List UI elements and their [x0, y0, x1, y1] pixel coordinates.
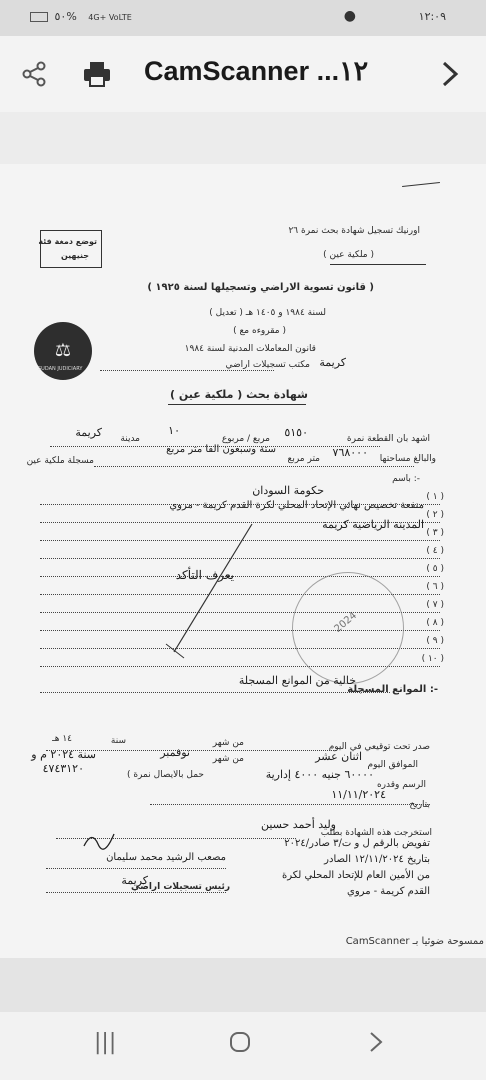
strikethrough-line	[160, 520, 260, 660]
area-line	[94, 466, 414, 467]
form-number: اورنيك تسجيل شهادة بحث نمرة ٢٦	[288, 226, 420, 236]
row-number-7: ( ٧ )	[426, 600, 444, 610]
memo-line-1: تفويض بالرقم ل و ت/٣ صادر/٢٠٢٤	[284, 838, 430, 849]
memo-line-3: من الأمين العام للإتحاد المحلي لكرة	[281, 870, 430, 881]
certificate-title-underline	[168, 404, 306, 405]
area-description: ستة وسبعون الفا متر مربع	[166, 444, 276, 455]
row-number-4: ( ٤ )	[426, 546, 444, 556]
fee-label: الرسم وقدره	[376, 780, 426, 790]
chief-label: رئيس تسجيلات اراضي	[131, 882, 230, 892]
month-label: من شهر	[212, 754, 244, 764]
read-with-line: ( مقروءه مع )	[233, 326, 286, 336]
network-label: 4G+ VoLTE	[88, 13, 132, 22]
owner-3: المدينة الرياضية كريمة	[322, 518, 424, 531]
date-line	[150, 804, 430, 805]
chief-line	[46, 892, 226, 893]
document-title: CamScanner ...١٢	[144, 56, 369, 86]
chevron-right-icon[interactable]	[440, 60, 460, 92]
print-icon[interactable]	[82, 60, 112, 92]
year-label: سنة	[110, 736, 126, 746]
signer-line	[46, 868, 226, 869]
office-line	[100, 370, 274, 371]
office-label: مكتب تسجيلات اراضي	[225, 360, 310, 370]
civil-law-line: قانون المعاملات المدنية لسنة ١٩٨٤	[184, 344, 316, 354]
registered-label: مسجلة ملكية عين	[26, 456, 94, 466]
row-number-2: ( ٢ )	[426, 510, 444, 520]
status-bar	[0, 0, 486, 36]
memo-line-4: القدم كريمة - مروي	[347, 886, 430, 897]
extracted-by-label: استخرجت هذه الشهادة بطلب	[320, 828, 432, 838]
witness-label: اشهد بان القطعة نمرة	[346, 434, 430, 444]
owner-2: منفعة تخصيص نهائي الإتحاد المحلي لكرة القدم كريمة - مروي	[169, 500, 424, 511]
share-icon[interactable]	[20, 60, 48, 92]
amendment-line: ( تعديل ) لسنة ١٩٨٤ و ١٤٠٥ هـ	[209, 308, 326, 318]
handwritten-note: يعرف التأكد	[175, 568, 234, 582]
row-number-5: ( ٥ )	[426, 564, 444, 574]
area-label: والبالغ مساحتها	[379, 454, 436, 464]
gregorian-year: سنة ٢٠٢٤ م و	[31, 748, 96, 761]
official-stamp	[292, 572, 404, 684]
row-number-3: ( ٣ )	[426, 528, 444, 538]
battery-indicator: ٥٠% 4G+ VoLTE	[30, 10, 132, 23]
notification-dot-icon: ●	[343, 8, 356, 24]
receipt-number: ٤٧٤٣١٢٠	[42, 762, 84, 775]
scales-of-justice-icon: ⚖	[54, 340, 72, 361]
day-value: اثنان عشر	[315, 750, 362, 763]
navigation-bar	[0, 1012, 486, 1080]
chief-value: كريمة	[121, 874, 148, 887]
stamp-label: توضع دمغة فئة	[38, 237, 97, 246]
city-label: مدينة	[120, 434, 140, 444]
stamp-box	[40, 230, 102, 268]
scanned-document	[0, 164, 486, 958]
seal-text: SUDAN JUDICIARY	[38, 366, 83, 372]
row-number-10: ( ١٠ )	[421, 654, 444, 664]
office-value: كريمة	[319, 356, 346, 369]
requester-name: وليد أحمد حسين	[260, 818, 336, 831]
home-icon[interactable]	[228, 1030, 252, 1061]
date-value: ١١/١١/٢٠٢٤	[331, 788, 386, 801]
encumbrances-value: خالية من الموانع المسجلة	[238, 674, 356, 687]
issued-month-label: من شهر	[212, 738, 244, 748]
in-name-label: باسم :-	[392, 474, 420, 484]
memo-line-2: بتاريخ ١٢/١١/٢٠٢٤ الصادر	[324, 854, 430, 865]
encumbrances-line	[40, 692, 390, 693]
back-icon[interactable]	[368, 1030, 384, 1061]
signer-name: مصعب الرشيد محمد سليمان	[106, 852, 226, 863]
fee-value: ٦٠٠٠٠ جنيه ٤٠٠٠ إدارية	[265, 768, 374, 781]
app-bar	[0, 36, 486, 112]
row-number-6: ( ٦ )	[426, 582, 444, 592]
form-type-underline	[330, 264, 426, 265]
certificate-title: شهادة بحث ( ملكية عين )	[169, 388, 308, 401]
footer-caption: CamScanner ممسوحة ضوئيا بـ	[345, 936, 484, 947]
hijri-year: ١٤ هـ	[52, 734, 72, 744]
month-value: نوفمبر	[160, 746, 190, 759]
form-type: ( ملكية عين )	[323, 250, 374, 260]
toolbar-spacer	[0, 112, 486, 164]
square-number: ١٠	[168, 424, 180, 437]
city-value: كريمة	[75, 426, 102, 439]
issued-label: صدر تحت توقيعي في اليوم	[328, 742, 430, 752]
encumbrances-label: الموانع المسجلة :-	[347, 684, 438, 695]
law-title: ( قانون تسوية الاراضي وتسجيلها لسنة ١٩٢٥ )	[147, 282, 374, 293]
battery-icon	[30, 12, 48, 22]
corresponding-label: الموافق اليوم	[367, 760, 418, 770]
area-value: ٧٦٨٠٠٠	[332, 446, 368, 459]
square-label: مربع / مربوع	[221, 434, 270, 444]
plot-number: ٥١٥٠	[284, 426, 308, 439]
footer-area	[0, 958, 486, 1012]
owner-1: حكومة السودان	[252, 484, 324, 497]
stamp-label-2: جنيهين	[60, 251, 89, 260]
meter-label: متر مربع	[287, 454, 320, 464]
row-number-1: ( ١ )	[426, 492, 444, 502]
clock: ١٢:٠٩	[418, 10, 446, 23]
top-mark-line	[402, 182, 440, 187]
stamp-date: 2024	[332, 610, 360, 635]
receipt-label: ( حمل بالايصال نمرة	[126, 770, 204, 780]
judiciary-seal	[34, 322, 92, 380]
row-number-8: ( ٨ )	[426, 618, 444, 628]
recents-icon[interactable]: |||	[94, 1030, 117, 1055]
row-number-9: ( ٩ )	[426, 636, 444, 646]
date-label: بتاريخ	[409, 800, 430, 810]
